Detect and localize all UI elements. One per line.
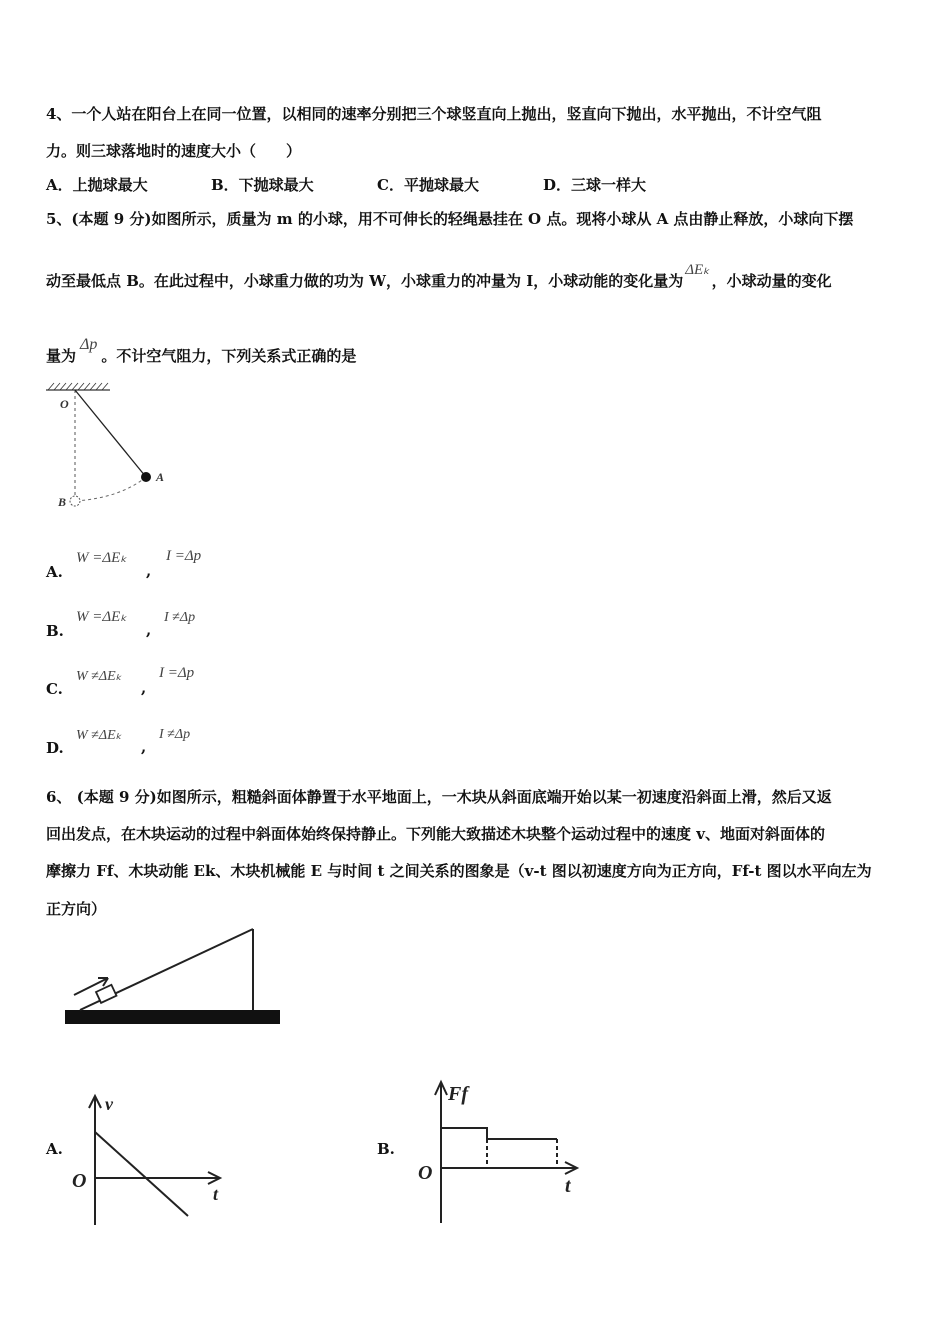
q5-option-b[interactable] — [46, 607, 346, 641]
q4-option-b[interactable]: B．下抛球最大 — [211, 176, 314, 194]
wood-block — [96, 985, 116, 1003]
option-letter: C. — [46, 680, 63, 698]
q6-option-a-label[interactable]: A. — [46, 1140, 63, 1158]
axis-label-t: t — [213, 1184, 219, 1204]
axis-label-ff: Ff — [448, 1083, 468, 1105]
q5-option-c[interactable] — [46, 665, 346, 699]
q4-option-d[interactable]: D．三球一样大 — [543, 176, 647, 194]
origin-label: O — [72, 1170, 87, 1192]
ceiling-hatch — [48, 383, 108, 390]
q6-stem-line1: 6、 (本题 9 分)如图所示，粗糙斜面体静置于水平地面上，一木块从斜面底端开始以某一初速度沿斜面上滑，然后又返 — [46, 788, 832, 806]
option-comma: , — [146, 621, 152, 639]
q5-stem-line1: 5、(本题 9 分)如图所示，质量为 m 的小球，用不可伸长的轻绳悬挂在 O 点。现将小球从 A 点由静止释放，小球向下摆 — [46, 210, 854, 228]
friction-steps — [441, 1128, 557, 1139]
option-expr-1: W ≠ΔEₖ — [76, 728, 122, 743]
origin-label: O — [418, 1162, 433, 1184]
q6-stem-line4: 正方向） — [46, 900, 107, 918]
string-line — [75, 390, 146, 477]
option-letter: D. — [46, 739, 64, 757]
q5-stem-line2-text: 动至最低点 B。在此过程中，小球重力做的功为 W，小球重力的冲量为 I，小球动能的变化量为 — [46, 272, 684, 290]
option-expr-2: I ≠Δp — [164, 610, 196, 625]
q5-stem-line3 — [46, 336, 357, 366]
option-comma: , — [146, 562, 152, 580]
option-expr-1: W =ΔEₖ — [76, 609, 127, 625]
q5-stem-line3-text: 量为 — [46, 347, 77, 365]
option-expr-2: I =Δp — [166, 548, 202, 564]
q6-stem-line3: 摩擦力 Ff、木块动能 Ek、木块机械能 E 与时间 t 之间关系的图象是（v-t 图以初速度方向为正方向，Ff-t 图以水平向左为 — [46, 862, 872, 880]
label-b: B — [58, 495, 67, 509]
option-comma: , — [141, 679, 147, 697]
q5-option-a[interactable] — [46, 548, 346, 582]
option-expr-1: W ≠ΔEₖ — [76, 669, 122, 684]
axis-label-v: v — [105, 1094, 113, 1114]
q4-stem-line2: 力。则三球落地时的速度大小（ ） — [46, 142, 302, 160]
option-letter: A. — [46, 563, 63, 581]
q4-stem-line1: 4、一个人站在阳台上在同一位置，以相同的速率分别把三个球竖直向上抛出，竖直向下抛出，水平抛出，不计空气阻 — [46, 105, 822, 123]
label-o: O — [60, 397, 69, 411]
swing-arc — [75, 477, 146, 501]
option-letter: B. — [46, 622, 64, 640]
delta-p-symbol: Δp — [80, 336, 98, 353]
q5-stem-line2 — [46, 262, 832, 291]
option-comma: , — [141, 738, 147, 756]
delta-ek-symbol: ΔEₖ — [685, 262, 710, 278]
ft-graph[interactable] — [412, 1075, 592, 1225]
ground-bar — [65, 1010, 280, 1024]
vt-graph[interactable] — [68, 1090, 238, 1230]
q6-stem-line2: 回出发点，在木块运动的过程中斜面体始终保持静止。下列能大致描述木块整个运动过程中的速度 v、地面对斜面体的 — [46, 825, 825, 843]
label-a: A — [156, 470, 165, 484]
incline-figure — [60, 922, 290, 1037]
q5-stem-line2-tail: ，小球动量的变化 — [711, 272, 832, 290]
axis-label-t: t — [565, 1175, 571, 1197]
q5-option-d[interactable] — [46, 724, 346, 758]
q5-stem-line3-tail: 。不计空气阻力，下列关系式正确的是 — [101, 347, 357, 365]
ball-at-b — [70, 496, 80, 506]
q4-option-c[interactable]: C．平抛球最大 — [377, 176, 479, 194]
pendulum-figure — [40, 380, 180, 515]
q4-option-a[interactable]: A．上抛球最大 — [46, 176, 148, 194]
option-expr-2: I =Δp — [159, 665, 195, 681]
q6-option-b-label[interactable]: B. — [377, 1140, 395, 1158]
option-expr-1: W =ΔEₖ — [76, 550, 127, 566]
ball-at-a — [141, 472, 151, 482]
velocity-line — [95, 1132, 188, 1216]
option-expr-2: I ≠Δp — [159, 727, 191, 742]
